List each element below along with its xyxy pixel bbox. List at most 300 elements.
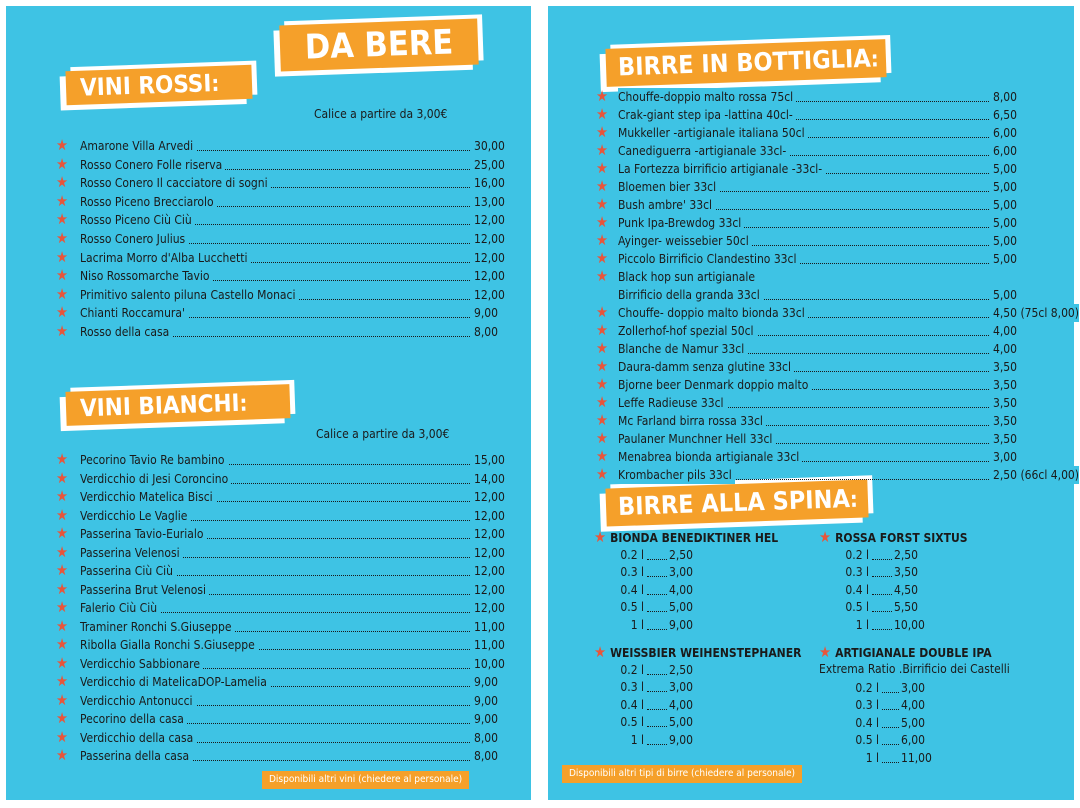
dot-leader xyxy=(647,576,667,577)
draft-size: 0.5 l xyxy=(845,600,869,615)
draft-size-row xyxy=(841,617,1001,634)
draft-size: 0.4 l xyxy=(845,582,869,597)
draft-size: 0.2 l xyxy=(855,681,879,695)
star-icon: ★ xyxy=(596,465,609,483)
item-name: Passerina Brut Velenosi xyxy=(80,581,209,599)
dot-leader xyxy=(647,744,667,745)
item-name: Black hop sun artigianale xyxy=(618,268,758,286)
item-price: 15,00 xyxy=(471,451,505,469)
draft-size-row xyxy=(841,547,1001,564)
item-price: 5,00 xyxy=(990,196,1017,214)
item-price: 11,00 xyxy=(471,618,505,636)
star-icon: ★ xyxy=(596,123,609,141)
draft-beer-title xyxy=(594,528,778,546)
star-icon: ★ xyxy=(56,247,69,266)
item-price: 4,50 (75cl 8,00) xyxy=(990,304,1079,322)
star-icon: ★ xyxy=(56,229,69,247)
draft-size-row xyxy=(851,732,1011,749)
item-price: 12,00 xyxy=(471,599,505,617)
wine-row xyxy=(56,322,499,341)
wine-row xyxy=(56,247,505,267)
star-icon: ★ xyxy=(596,249,609,267)
item-name: Verdicchio Matelica Bisci xyxy=(80,488,216,506)
item-price: 2,50 (66cl 4,00) xyxy=(990,466,1079,484)
draft-beer-name: BIONDA BENEDIKTINER HEL xyxy=(610,531,779,545)
red-wines-banner: VINI ROSSI: xyxy=(65,65,252,105)
draft-price: 10,00 xyxy=(894,617,925,632)
star-icon: ★ xyxy=(56,653,69,672)
wine-row xyxy=(56,229,505,248)
beer-row xyxy=(596,268,1066,286)
beer-row xyxy=(596,322,1066,340)
item-name: Rosso Conero Julius xyxy=(80,230,188,248)
item-name: Falerio Ciù Ciù xyxy=(80,599,160,617)
star-icon: ★ xyxy=(56,524,69,542)
star-icon: ★ xyxy=(56,468,69,487)
draft-price: 2,50 xyxy=(669,663,694,677)
item-name: Lacrima Morro d'Alba Lucchetti xyxy=(80,249,250,267)
star-icon: ★ xyxy=(56,635,69,653)
wine-row xyxy=(56,154,505,174)
beer-row xyxy=(596,412,1066,430)
draft-beer-title xyxy=(819,528,968,546)
draft-beer-title xyxy=(819,643,992,661)
item-price: 10,00 xyxy=(471,655,505,673)
star-icon: ★ xyxy=(56,173,69,192)
draft-price: 2,50 xyxy=(894,548,919,562)
star-icon: ★ xyxy=(596,357,609,375)
draft-size: 0.5 l xyxy=(855,733,879,748)
item-price: 3,00 xyxy=(990,448,1017,466)
item-name: Daura-damm senza glutine 33cl xyxy=(618,358,794,376)
item-name: Paulaner Munchner Hell 33cl xyxy=(618,430,775,448)
item-price: 8,00 xyxy=(471,729,498,747)
star-icon: ★ xyxy=(56,136,69,154)
item-name: Pecorino della casa xyxy=(80,710,187,728)
draft-size-row xyxy=(851,697,1011,714)
star-icon: ★ xyxy=(594,643,607,661)
item-name: Ribolla Gialla Ronchi S.Giuseppe xyxy=(80,636,258,654)
item-name: Ayinger- weissebier 50cl xyxy=(618,232,752,250)
item-name: Verdicchio Sabbionare xyxy=(80,655,203,673)
item-name: Leffe Radieuse 33cl xyxy=(618,394,727,412)
item-price: 8,00 xyxy=(471,323,498,341)
item-price: 5,00 xyxy=(990,178,1017,196)
dot-leader xyxy=(882,762,899,763)
item-name: Primitivo salento piluna Castello Monaci xyxy=(80,286,298,304)
item-price: 16,00 xyxy=(471,174,505,192)
item-price: 12,00 xyxy=(471,230,505,248)
wine-row xyxy=(56,598,505,617)
star-icon: ★ xyxy=(56,284,69,303)
draft-size-row xyxy=(616,679,776,696)
red-wines-subtitle: Calice a partire da 3,00€ xyxy=(314,107,448,121)
star-icon: ★ xyxy=(56,505,69,524)
wine-row xyxy=(56,136,505,155)
white-wines-banner: VINI BIANCHI: xyxy=(65,384,290,426)
beer-panel xyxy=(548,6,1080,800)
wine-row xyxy=(56,746,499,765)
draft-price: 4,00 xyxy=(669,582,694,597)
item-name: Rosso Conero Folle riserva xyxy=(80,156,225,174)
item-price: 3,50 xyxy=(990,394,1017,412)
item-price: 5,00 xyxy=(990,232,1017,250)
draft-size: 0.5 l xyxy=(620,715,644,730)
item-name: Niso Rossomarche Tavio xyxy=(80,267,213,285)
draft-size: 0.4 l xyxy=(855,715,879,730)
dot-leader xyxy=(882,692,899,693)
item-price: 12,00 xyxy=(471,267,505,285)
wine-row xyxy=(56,266,505,285)
draft-price: 5,00 xyxy=(669,715,694,730)
star-icon: ★ xyxy=(56,542,69,561)
item-price: 9,00 xyxy=(471,304,498,322)
item-price: 6,00 xyxy=(990,124,1017,142)
star-icon: ★ xyxy=(596,303,609,321)
beer-row xyxy=(596,376,1066,394)
wine-row xyxy=(56,709,499,728)
item-name: Amarone Villa Arvedi xyxy=(80,137,196,155)
item-price: 11,00 xyxy=(471,636,505,654)
draft-price: 2,50 xyxy=(669,548,694,562)
dot-leader xyxy=(872,594,892,595)
item-name: Rosso Conero Il cacciatore di sogni xyxy=(80,174,271,192)
dot-leader xyxy=(882,709,899,710)
item-price: 3,50 xyxy=(990,358,1017,376)
item-price: 12,00 xyxy=(471,249,505,267)
star-icon: ★ xyxy=(596,411,609,429)
item-name: Chouffe- doppio malto bionda 33cl xyxy=(618,304,808,322)
wine-row xyxy=(56,672,499,691)
item-name: Rosso Piceno Brecciarolo xyxy=(80,193,217,211)
wine-row xyxy=(56,579,505,599)
item-name: Passerina della casa xyxy=(80,747,192,765)
item-price: 12,00 xyxy=(471,507,505,525)
dot-leader xyxy=(647,709,667,710)
item-price: 6,50 xyxy=(990,106,1017,124)
wine-row xyxy=(56,727,499,747)
item-name: Pecorino Tavio Re bambino xyxy=(80,451,228,469)
item-name: Passerina Ciù Ciù xyxy=(80,562,176,580)
star-icon: ★ xyxy=(596,339,609,357)
dot-leader xyxy=(647,559,667,560)
star-icon: ★ xyxy=(56,598,69,616)
star-icon: ★ xyxy=(56,154,69,173)
red-wines-title: VINI ROSSI xyxy=(79,69,212,102)
star-icon: ★ xyxy=(56,210,69,229)
bottled-beers-title: BIRRE IN BOTTIGLIA xyxy=(617,43,872,82)
wine-row xyxy=(56,653,505,673)
draft-beer-note: Extrema Ratio .Birrificio dei Castelli xyxy=(819,662,1010,676)
star-icon: ★ xyxy=(596,267,609,285)
draft-size-row xyxy=(616,697,776,714)
menu-title-banner xyxy=(279,19,478,72)
star-icon: ★ xyxy=(56,727,69,746)
item-name: Zollerhof-hof spezial 50cl xyxy=(618,322,757,340)
beer-row xyxy=(596,160,1066,178)
star-icon: ★ xyxy=(596,105,609,123)
star-icon: ★ xyxy=(819,643,832,661)
item-price: 3,50 xyxy=(990,412,1017,430)
beer-footer-note: Disponibili altri tipi di birre (chiedere al personale) xyxy=(562,765,802,783)
item-name: Passerina Tavio-Eurialo xyxy=(80,525,206,543)
beer-row xyxy=(596,196,1066,214)
item-price: 5,00 xyxy=(990,286,1017,304)
beer-row xyxy=(596,106,1066,124)
item-price: 12,00 xyxy=(471,525,505,543)
star-icon: ★ xyxy=(596,141,609,159)
wine-row xyxy=(56,505,505,525)
star-icon: ★ xyxy=(56,709,69,727)
dot-leader xyxy=(872,576,892,577)
item-name: Canediguerra -artigianale 33cl- xyxy=(618,142,789,160)
item-name: Birrificio della granda 33cl xyxy=(618,286,763,304)
draft-size-row xyxy=(616,547,776,564)
beer-row xyxy=(596,88,1066,106)
star-icon: ★ xyxy=(56,322,69,340)
item-name: Menabrea bionda artigianale 33cl xyxy=(618,448,802,466)
draft-beers-banner: BIRRE ALLA SPINA: xyxy=(605,479,868,526)
draft-price: 3,00 xyxy=(669,565,694,580)
item-price: 14,00 xyxy=(471,470,505,488)
beer-row xyxy=(596,214,1066,232)
draft-size-row xyxy=(841,599,1001,616)
beer-row xyxy=(596,430,1066,448)
draft-beers-title: BIRRE ALLA SPINA xyxy=(617,484,851,522)
dot-leader xyxy=(882,744,899,745)
draft-size: 1 l xyxy=(855,617,869,632)
item-name: Rosso della casa xyxy=(80,323,172,341)
star-icon: ★ xyxy=(596,87,609,105)
draft-size: 0.3 l xyxy=(855,698,879,713)
draft-price: 11,00 xyxy=(901,750,932,765)
draft-price: 9,00 xyxy=(669,617,694,632)
wine-row xyxy=(56,450,505,469)
wine-row xyxy=(56,524,505,543)
wine-row xyxy=(56,303,499,322)
draft-price: 6,00 xyxy=(901,733,926,748)
draft-beer-name: WEISSBIER WEIHENSTEPHANER xyxy=(610,646,802,660)
draft-size: 0.2 l xyxy=(620,548,644,562)
draft-price: 5,00 xyxy=(901,715,926,730)
beer-row xyxy=(596,286,1066,304)
draft-price: 3,00 xyxy=(669,680,694,695)
draft-size: 0.2 l xyxy=(620,663,644,677)
wine-row xyxy=(56,690,499,710)
white-wines-subtitle: Calice a partire da 3,00€ xyxy=(316,427,450,441)
item-name: Passerina Velenosi xyxy=(80,544,183,562)
wine-row xyxy=(56,284,505,304)
beer-row xyxy=(596,250,1066,268)
beer-row xyxy=(596,448,1066,466)
dot-leader xyxy=(872,629,892,630)
draft-size-row xyxy=(616,662,776,679)
beer-row xyxy=(596,303,1080,322)
draft-price: 4,50 xyxy=(894,582,919,597)
star-icon: ★ xyxy=(596,177,609,195)
item-name: Mc Farland birra rossa 33cl xyxy=(618,412,766,430)
item-name: Mukkeller -artigianale italiana 50cl xyxy=(618,124,808,142)
star-icon: ★ xyxy=(596,195,609,213)
wine-row xyxy=(56,542,505,562)
beer-row xyxy=(596,358,1066,376)
item-name: Blanche de Namur 33cl xyxy=(618,340,747,358)
item-price: 6,00 xyxy=(990,142,1017,160)
wine-row xyxy=(56,210,505,229)
draft-price: 9,00 xyxy=(669,732,694,747)
star-icon: ★ xyxy=(596,447,609,465)
item-price: 8,00 xyxy=(471,747,498,765)
draft-price: 5,00 xyxy=(669,600,694,615)
draft-size: 0.3 l xyxy=(845,565,869,580)
item-price: 5,00 xyxy=(990,160,1017,178)
draft-size: 0.3 l xyxy=(620,680,644,695)
item-price: 9,00 xyxy=(471,673,498,691)
draft-size: 0.2 l xyxy=(845,548,869,562)
item-name: Chouffe-doppio malto rossa 75cl xyxy=(618,88,796,106)
draft-size: 0.5 l xyxy=(620,600,644,615)
wine-row xyxy=(56,468,505,488)
wine-panel xyxy=(6,6,531,800)
star-icon: ★ xyxy=(56,746,69,764)
draft-size-row xyxy=(851,680,1011,697)
star-icon: ★ xyxy=(819,528,832,546)
wine-footer-note: Disponibili altri vini (chiedere al personale) xyxy=(262,771,469,789)
draft-size-row xyxy=(616,564,776,581)
item-name: Bloemen bier 33cl xyxy=(618,178,719,196)
wine-row xyxy=(56,635,505,654)
star-icon: ★ xyxy=(596,375,609,393)
star-icon: ★ xyxy=(56,303,69,322)
wine-row xyxy=(56,616,505,636)
item-name: Verdicchio di Jesi Coroncino xyxy=(80,470,231,488)
item-price: 12,00 xyxy=(471,286,505,304)
wine-row xyxy=(56,487,505,506)
dot-leader xyxy=(872,559,892,560)
draft-size-row xyxy=(616,732,776,749)
item-price: 9,00 xyxy=(471,710,498,728)
item-price: 30,00 xyxy=(471,137,505,155)
item-price: 3,50 xyxy=(990,376,1017,394)
beer-row xyxy=(596,178,1066,196)
star-icon: ★ xyxy=(56,191,69,210)
draft-size: 1 l xyxy=(630,732,644,747)
draft-price: 4,00 xyxy=(669,697,694,712)
star-icon: ★ xyxy=(596,231,609,249)
star-icon: ★ xyxy=(596,393,609,411)
item-price: 12,00 xyxy=(471,211,505,229)
item-name: Punk Ipa-Brewdog 33cl xyxy=(618,214,744,232)
item-name: Bjorne beer Denmark doppio malto xyxy=(618,376,811,394)
draft-size-row xyxy=(851,750,1011,767)
star-icon: ★ xyxy=(596,159,609,177)
item-name: Krombacher pils 33cl xyxy=(618,466,735,484)
dot-leader xyxy=(647,611,667,612)
item-price: 3,50 xyxy=(990,430,1017,448)
item-name: Traminer Ronchi S.Giuseppe xyxy=(80,618,234,636)
beer-row xyxy=(596,124,1066,142)
draft-size-row xyxy=(616,582,776,599)
draft-beer-name: ROSSA FORST SIXTUS xyxy=(835,531,968,545)
draft-price: 3,00 xyxy=(901,681,926,695)
beer-row xyxy=(596,394,1066,412)
item-name: Piccolo Birrificio Clandestino 33cl xyxy=(618,250,800,268)
item-name: Verdicchio Le Vaglie xyxy=(80,507,190,525)
item-price: 5,00 xyxy=(990,214,1017,232)
beer-row xyxy=(596,340,1066,358)
draft-size-row xyxy=(616,617,776,634)
item-price: 25,00 xyxy=(471,156,505,174)
star-icon: ★ xyxy=(594,528,607,546)
dot-leader xyxy=(882,727,899,728)
item-price: 12,00 xyxy=(471,488,505,506)
item-price: 12,00 xyxy=(471,544,505,562)
dot-leader xyxy=(647,594,667,595)
dot-leader xyxy=(872,611,892,612)
wine-row xyxy=(56,561,505,580)
item-price: 13,00 xyxy=(471,193,505,211)
star-icon: ★ xyxy=(596,213,609,231)
item-name: Verdicchio di MatelicaDOP-Lamelia xyxy=(80,673,270,691)
draft-price: 5,50 xyxy=(894,600,919,615)
draft-price: 3,50 xyxy=(894,565,919,580)
item-price: 12,00 xyxy=(471,581,505,599)
item-price: 8,00 xyxy=(990,88,1017,106)
draft-size-row xyxy=(851,715,1011,732)
bottled-beers-banner: BIRRE IN BOTTIGLIA: xyxy=(605,39,886,87)
item-name: Crak-giant step ipa -lattina 40cl- xyxy=(618,106,796,124)
item-name: Verdicchio della casa xyxy=(80,729,196,747)
wine-row xyxy=(56,191,505,211)
beer-row xyxy=(596,232,1066,250)
star-icon: ★ xyxy=(56,616,69,635)
star-icon: ★ xyxy=(56,450,69,468)
draft-size: 0.3 l xyxy=(620,565,644,580)
star-icon: ★ xyxy=(56,487,69,505)
dot-leader xyxy=(647,629,667,630)
star-icon: ★ xyxy=(596,321,609,339)
dot-leader xyxy=(647,691,667,692)
star-icon: ★ xyxy=(56,672,69,690)
star-icon: ★ xyxy=(596,429,609,447)
item-name: La Fortezza birrificio artigianale -33cl- xyxy=(618,160,825,178)
item-price: 9,00 xyxy=(471,692,498,710)
draft-size: 1 l xyxy=(865,750,879,765)
draft-price: 4,00 xyxy=(901,698,926,713)
wine-row xyxy=(56,173,505,192)
draft-beer-title xyxy=(594,643,801,661)
draft-beer-name: ARTIGIANALE DOUBLE IPA xyxy=(835,646,992,660)
item-name: Bush ambre' 33cl xyxy=(618,196,715,214)
draft-size-row xyxy=(616,599,776,616)
item-name: Rosso Piceno Ciù Ciù xyxy=(80,211,195,229)
star-icon: ★ xyxy=(56,579,69,598)
dot-leader xyxy=(647,674,667,675)
item-name: Chianti Roccamura' xyxy=(80,304,188,322)
item-price: 5,00 xyxy=(990,250,1017,268)
draft-size-row xyxy=(616,714,776,731)
draft-size-row xyxy=(841,564,1001,581)
dot-leader xyxy=(647,726,667,727)
beer-row xyxy=(596,142,1066,160)
draft-size: 0.4 l xyxy=(620,697,644,712)
item-price: 4,00 xyxy=(990,340,1017,358)
star-icon: ★ xyxy=(56,266,69,285)
white-wines-title: VINI BIANCHI xyxy=(79,388,241,423)
draft-size: 1 l xyxy=(630,617,644,632)
draft-size-row xyxy=(841,582,1001,599)
item-price: 4,00 xyxy=(990,322,1017,340)
